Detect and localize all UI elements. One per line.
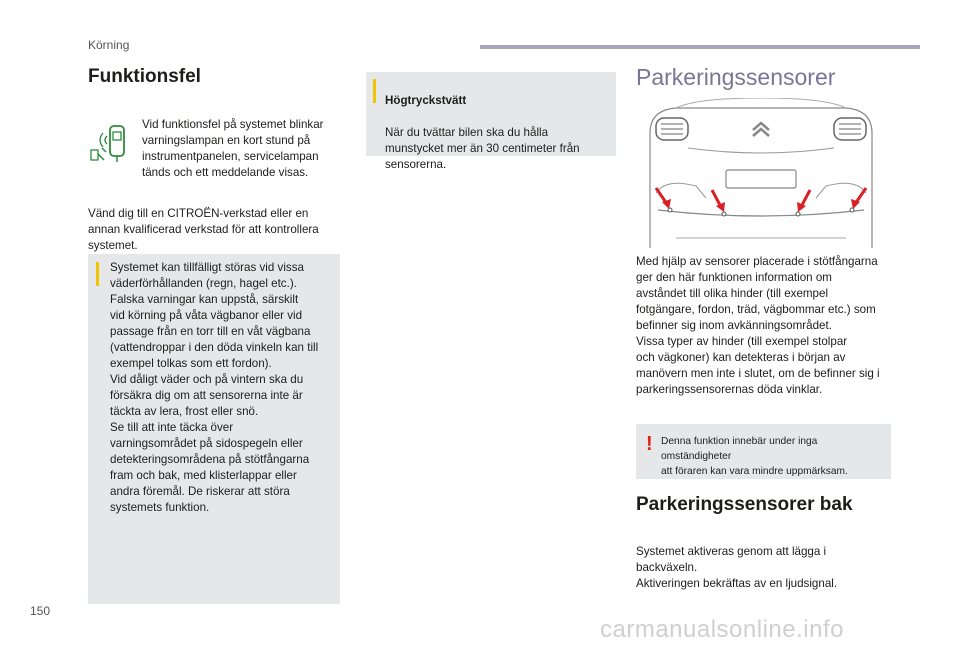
warning-exclamation-icon: ! xyxy=(646,433,653,455)
info-box-weather-text: Systemet kan tillfälligt störas vid vissa väderförhållanden (regn, hagel etc.). Falska varningar kan uppstå, särskilt vid körning på våta vägbanor eller vid passage från en torr till en våt vägbana (vattendroppar i den döda vinkeln kan till exempel tolkas som ett fordon). Vid dåligt väder och på vintern ska du försäkra dig om att sensorerna inte är täckta av lera, frost eller snö. Se till att inte täcka över varningsområdet på sidospegeln eller detekteringsområdena på stötfångarna fram och bak, med klisterlappar eller andra föremål. De riskerar att störa systemets funktion. xyxy=(110,261,319,514)
car-rear-sensors-illustration xyxy=(636,98,886,248)
malfunction-contact: Vänd dig till en CITROËN-verkstad eller en annan kvalificerad verkstad för att kontrollera systemet. xyxy=(88,207,319,252)
info-box-pressure-wash-content xyxy=(385,77,610,189)
warning-box-attention xyxy=(636,424,891,479)
header-accent-bar xyxy=(480,45,920,49)
section-title-funktionsfel: Funktionsfel xyxy=(88,66,201,87)
info-box-pressure-wash xyxy=(366,72,616,171)
rear-sensors-activation-text: Systemet aktiveras genom att lägga i backväxeln. Aktiveringen bekräftas av en ljudsignal. xyxy=(636,545,838,590)
parking-sensors-description: Med hjälp av sensorer placerade i stötfångarna ger den här funktionen information om avståndet till olika hinder (till exempel fotgängare, fordon, träd, vägbommar etc.) som befinner sig inom avkänningsområdet. Vissa typer av hinder (till exempel stolpar och vägkoner) kan detekteras i början av manövern men inte i slutet, om de befinner sig i parkeringssensorernas döda vinklar. xyxy=(636,255,880,396)
info-box-pressure-wash-title: Högtryckstvätt xyxy=(385,94,467,107)
info-box-pressure-wash-text: När du tvättar bilen ska du hålla munstycket mer än 30 centimeter från sensorerna. xyxy=(385,126,580,171)
info-marker xyxy=(373,79,376,103)
info-marker xyxy=(96,262,99,286)
section-label: Körning xyxy=(88,38,130,52)
parking-sensor-warning-icon xyxy=(88,122,132,166)
warning-box-text: Denna funktion innebär under inga omständigheter att föraren kan vara mindre uppmärksam. xyxy=(661,436,848,477)
watermark: carmanualsonline.info xyxy=(600,616,844,643)
malfunction-intro: Vid funktionsfel på systemet blinkar varningslampan en kort stund på instrumentpanelen, servicelampan tänds och ett meddelande visas. xyxy=(142,118,324,179)
section-title-parkeringssensorer-bak: Parkeringssensorer bak xyxy=(636,494,853,515)
page-number: 150 xyxy=(30,604,51,618)
info-box-weather xyxy=(88,254,340,604)
section-title-parkeringssensorer: Parkeringssensorer xyxy=(636,64,836,90)
